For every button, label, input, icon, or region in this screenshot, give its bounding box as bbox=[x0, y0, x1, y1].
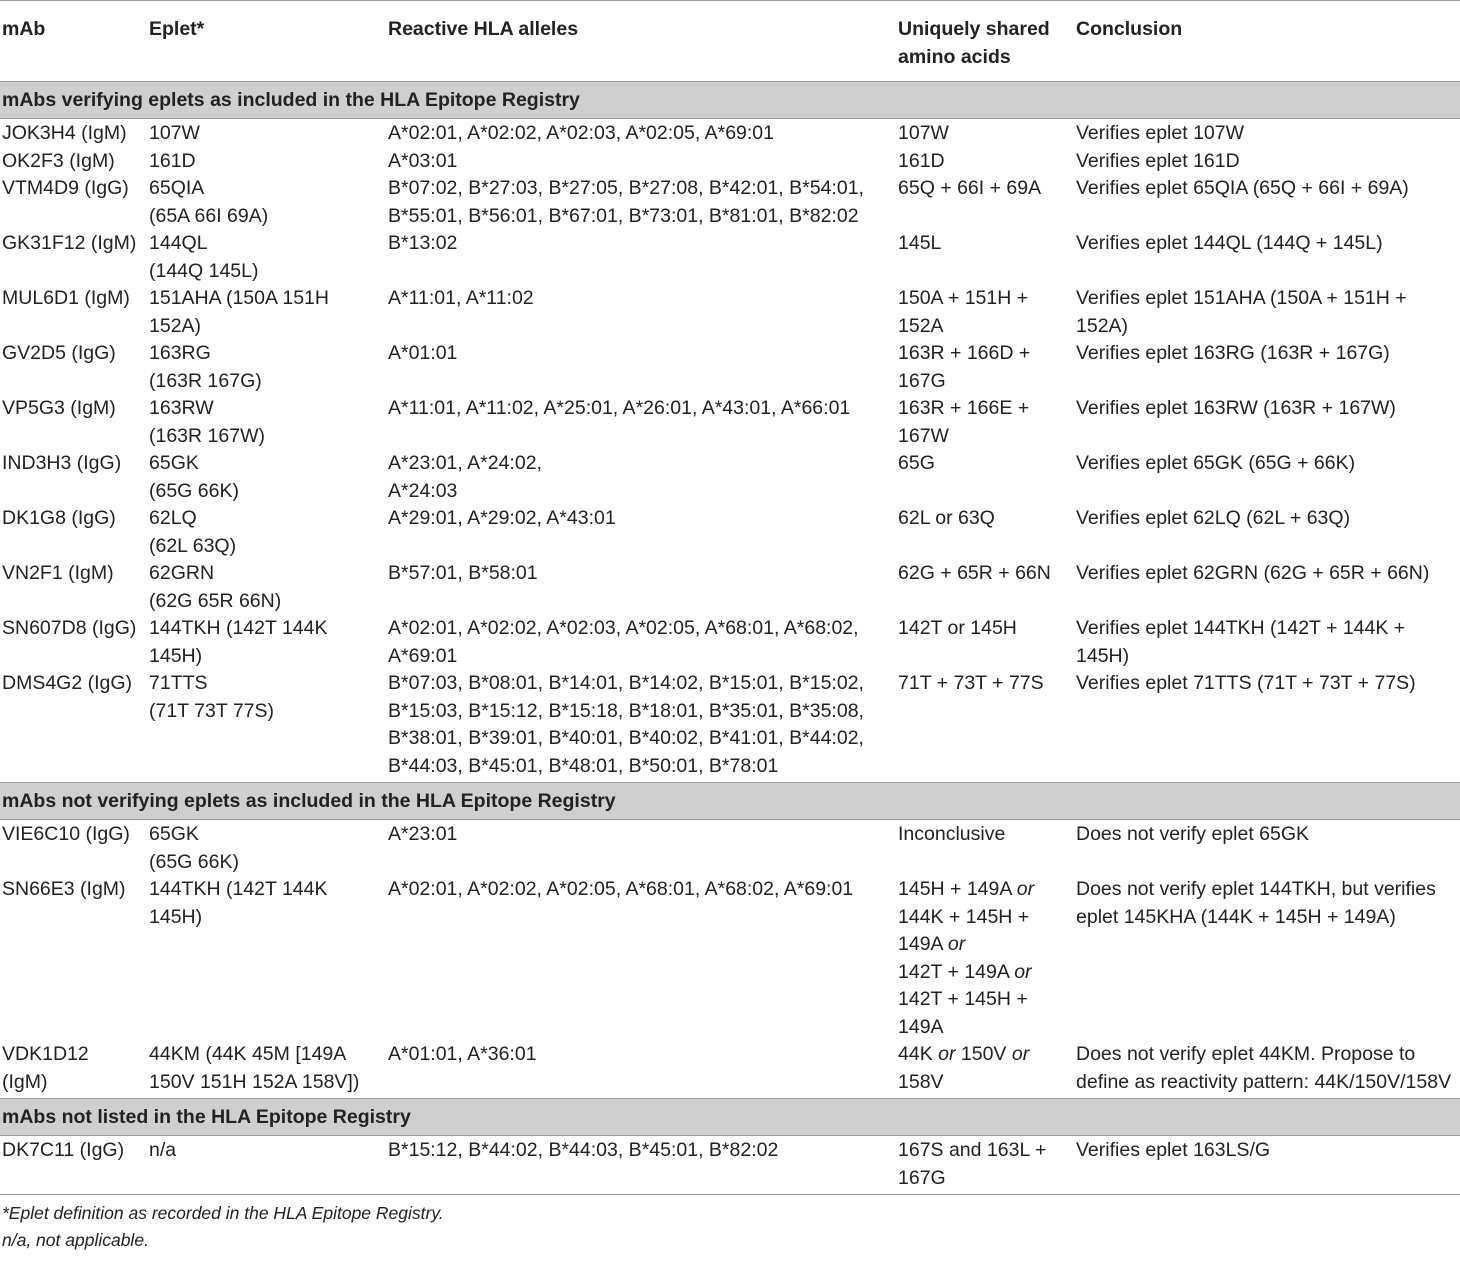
cell-shared: 65Q + 66I + 69A bbox=[898, 177, 1042, 199]
cell-alleles: A*01:01 bbox=[388, 342, 458, 364]
cell-mab: MUL6D1 (IgM) bbox=[2, 287, 130, 309]
table-row bbox=[0, 1041, 1460, 1096]
cell-mab: DMS4G2 (IgG) bbox=[2, 672, 133, 694]
footnotes bbox=[0, 1195, 1460, 1254]
cell-mab: DK1G8 (IgG) bbox=[2, 507, 116, 529]
cell-shared: 145L bbox=[898, 232, 942, 254]
section-rows bbox=[0, 1136, 1460, 1195]
table-row bbox=[0, 670, 1460, 780]
cell-alleles: A*23:01, A*24:02, A*24:03 bbox=[388, 452, 542, 502]
cell-conclusion: Verifies eplet 65GK (65G + 66K) bbox=[1076, 452, 1356, 474]
cell-alleles: A*02:01, A*02:02, A*02:03, A*02:05, A*68:01, A*68:02, A*69:01 bbox=[388, 617, 859, 667]
cell-conclusion: Does not verify eplet 44KM. Propose to define as reactivity pattern: 44K/150V/158V bbox=[1076, 1043, 1452, 1093]
table-row bbox=[0, 505, 1460, 560]
header-alleles: Reactive HLA alleles bbox=[388, 18, 579, 40]
cell-alleles: A*11:01, A*11:02 bbox=[388, 287, 534, 309]
cell-conclusion: Verifies eplet 144QL (144Q + 145L) bbox=[1076, 232, 1383, 254]
cell-mab: SN66E3 (IgM) bbox=[2, 878, 126, 900]
cell-shared: 107W bbox=[898, 122, 949, 144]
table-row bbox=[0, 395, 1460, 450]
cell-alleles: A*11:01, A*11:02, A*25:01, A*26:01, A*43:01, A*66:01 bbox=[388, 397, 851, 419]
cell-alleles: A*02:01, A*02:02, A*02:05, A*68:01, A*68:02, A*69:01 bbox=[388, 878, 854, 900]
cell-mab: GV2D5 (IgG) bbox=[2, 342, 116, 364]
cell-eplet: 65GK (65G 66K) bbox=[149, 452, 239, 502]
cell-eplet: 65GK (65G 66K) bbox=[149, 823, 239, 873]
table-row bbox=[0, 876, 1460, 1041]
cell-alleles: A*02:01, A*02:02, A*02:03, A*02:05, A*69:01 bbox=[388, 122, 775, 144]
header-eplet: Eplet* bbox=[149, 18, 205, 40]
cell-conclusion: Verifies eplet 163RW (163R + 167W) bbox=[1076, 397, 1396, 419]
cell-alleles: A*23:01 bbox=[388, 823, 458, 845]
cell-eplet: 65QIA (65A 66I 69A) bbox=[149, 177, 269, 227]
section-title: mAbs not listed in the HLA Epitope Registry bbox=[0, 1099, 1460, 1136]
cell-eplet: 144QL (144Q 145L) bbox=[149, 232, 259, 282]
cell-eplet: 161D bbox=[149, 149, 196, 172]
cell-shared: 62G + 65R + 66N bbox=[898, 562, 1051, 584]
header-conclusion: Conclusion bbox=[1076, 18, 1183, 40]
cell-conclusion: Verifies eplet 71TTS (71T + 73T + 77S) bbox=[1076, 672, 1416, 694]
table-row bbox=[0, 285, 1460, 340]
table-row bbox=[0, 340, 1460, 395]
cell-shared: 167S and 163L + 167G bbox=[898, 1139, 1047, 1189]
cell-shared: 163R + 166E + 167W bbox=[898, 397, 1030, 447]
cell-conclusion: Verifies eplet 163LS/G bbox=[1076, 1139, 1271, 1161]
section-rows bbox=[0, 119, 1460, 783]
cell-eplet: 71TTS (71T 73T 77S) bbox=[149, 672, 275, 722]
cell-alleles: B*57:01, B*58:01 bbox=[388, 562, 538, 584]
table-row bbox=[0, 230, 1460, 285]
cell-shared: 145H + 149A or 144K + 145H + 149A or 142T + 149A or 142T + 145H + 149A bbox=[898, 878, 1035, 1038]
cell-alleles: B*07:03, B*08:01, B*14:01, B*14:02, B*15:01, B*15:02, B*15:03, B*15:12, B*15:18, B*18:01, B*35:01, B*35:08, B*38:01, B*39:01, B*40:01, B*40:02, B*41:01, B*44:02, B*44:03, B*45:01, B*48:01, B*50:01, B*78:01 bbox=[388, 672, 864, 777]
cell-mab: VN2F1 (IgM) bbox=[2, 562, 114, 584]
cell-shared: 44K or 150V or 158V bbox=[898, 1043, 1030, 1093]
cell-mab: VP5G3 (IgM) bbox=[2, 397, 116, 419]
cell-eplet: 163RG (163R 167G) bbox=[149, 342, 262, 392]
cell-alleles: A*01:01, A*36:01 bbox=[388, 1043, 537, 1065]
cell-shared: 161D bbox=[898, 149, 945, 172]
cell-shared: Inconclusive bbox=[898, 823, 1006, 845]
cell-eplet: 144TKH (142T 144K 145H) bbox=[149, 878, 328, 928]
table-row bbox=[0, 615, 1460, 670]
cell-eplet: n/a bbox=[149, 1139, 177, 1161]
cell-eplet: 62GRN (62G 65R 66N) bbox=[149, 562, 282, 612]
cell-eplet: 44KM (44K 45M [149A 150V 151H 152A 158V]) bbox=[149, 1043, 360, 1093]
table-row bbox=[0, 560, 1460, 615]
cell-mab: VIE6C10 (IgG) bbox=[2, 823, 130, 845]
cell-alleles: B*07:02, B*27:03, B*27:05, B*27:08, B*42:01, B*54:01, B*55:01, B*56:01, B*67:01, B*73:01, B*81:01, B*82:02 bbox=[388, 177, 864, 227]
cell-shared: 142T or 145H bbox=[898, 617, 1017, 639]
cell-conclusion: Does not verify eplet 144TKH, but verifies eplet 145KHA (144K + 145H + 149A) bbox=[1076, 878, 1436, 928]
header-mab: mAb bbox=[2, 18, 46, 40]
cell-eplet: 62LQ (62L 63Q) bbox=[149, 507, 237, 557]
section-rows bbox=[0, 820, 1460, 1099]
header-shared: Uniquely shared amino acids bbox=[898, 18, 1050, 68]
cell-shared: 150A + 151H + 152A bbox=[898, 287, 1029, 337]
cell-conclusion: Verifies eplet 107W bbox=[1076, 122, 1245, 144]
cell-mab: SN607D8 (IgG) bbox=[2, 617, 137, 639]
table-row bbox=[0, 1137, 1460, 1192]
table-row bbox=[0, 175, 1460, 230]
cell-conclusion: Verifies eplet 62LQ (62L + 63Q) bbox=[1076, 507, 1351, 529]
cell-mab: VDK1D12 (IgM) bbox=[2, 1043, 89, 1093]
cell-conclusion: Verifies eplet 161D bbox=[1076, 149, 1240, 172]
cell-eplet: 144TKH (142T 144K 145H) bbox=[149, 617, 328, 667]
footnote-eplet: *Eplet definition as recorded in the HLA Epitope Registry. bbox=[2, 1203, 444, 1223]
table-body bbox=[0, 82, 1460, 1195]
cell-conclusion: Verifies eplet 151AHA (150A + 151H + 152A) bbox=[1076, 287, 1407, 337]
cell-alleles: A*03:01 bbox=[388, 149, 458, 172]
cell-eplet: 107W bbox=[149, 122, 200, 144]
section-title: mAbs not verifying eplets as included in the HLA Epitope Registry bbox=[0, 783, 1460, 820]
cell-mab: IND3H3 (IgG) bbox=[2, 452, 122, 474]
cell-mab: JOK3H4 (IgM) bbox=[2, 122, 127, 144]
cell-eplet: 163RW (163R 167W) bbox=[149, 397, 265, 447]
cell-mab: GK31F12 (IgM) bbox=[2, 232, 137, 254]
cell-conclusion: Verifies eplet 144TKH (142T + 144K + 145H) bbox=[1076, 617, 1406, 667]
cell-conclusion: Verifies eplet 62GRN (62G + 65R + 66N) bbox=[1076, 562, 1430, 584]
cell-conclusion: Does not verify eplet 65GK bbox=[1076, 823, 1310, 845]
cell-shared: 71T + 73T + 77S bbox=[898, 672, 1044, 694]
table-header bbox=[0, 1, 1460, 82]
cell-shared: 62L or 63Q bbox=[898, 507, 995, 529]
cell-mab: DK7C11 (IgG) bbox=[2, 1139, 125, 1161]
cell-eplet: 151AHA (150A 151H 152A) bbox=[149, 287, 329, 337]
cell-conclusion: Verifies eplet 163RG (163R + 167G) bbox=[1076, 342, 1390, 364]
cell-shared: 163R + 166D + 167G bbox=[898, 342, 1031, 392]
cell-alleles: B*15:12, B*44:02, B*44:03, B*45:01, B*82:02 bbox=[388, 1139, 779, 1161]
cell-mab: VTM4D9 (IgG) bbox=[2, 177, 129, 199]
cell-alleles: B*13:02 bbox=[388, 232, 458, 254]
table-row bbox=[0, 148, 1460, 176]
cell-conclusion: Verifies eplet 65QIA (65Q + 66I + 69A) bbox=[1076, 177, 1409, 199]
section-title: mAbs verifying eplets as included in the HLA Epitope Registry bbox=[0, 82, 1460, 119]
footnote-na: n/a, not applicable. bbox=[2, 1230, 149, 1250]
table-row bbox=[0, 450, 1460, 505]
cell-mab: OK2F3 (IgM) bbox=[2, 149, 115, 172]
table-row bbox=[0, 120, 1460, 148]
cell-shared: 65G bbox=[898, 452, 935, 474]
table-row bbox=[0, 821, 1460, 876]
cell-alleles: A*29:01, A*29:02, A*43:01 bbox=[388, 507, 616, 529]
